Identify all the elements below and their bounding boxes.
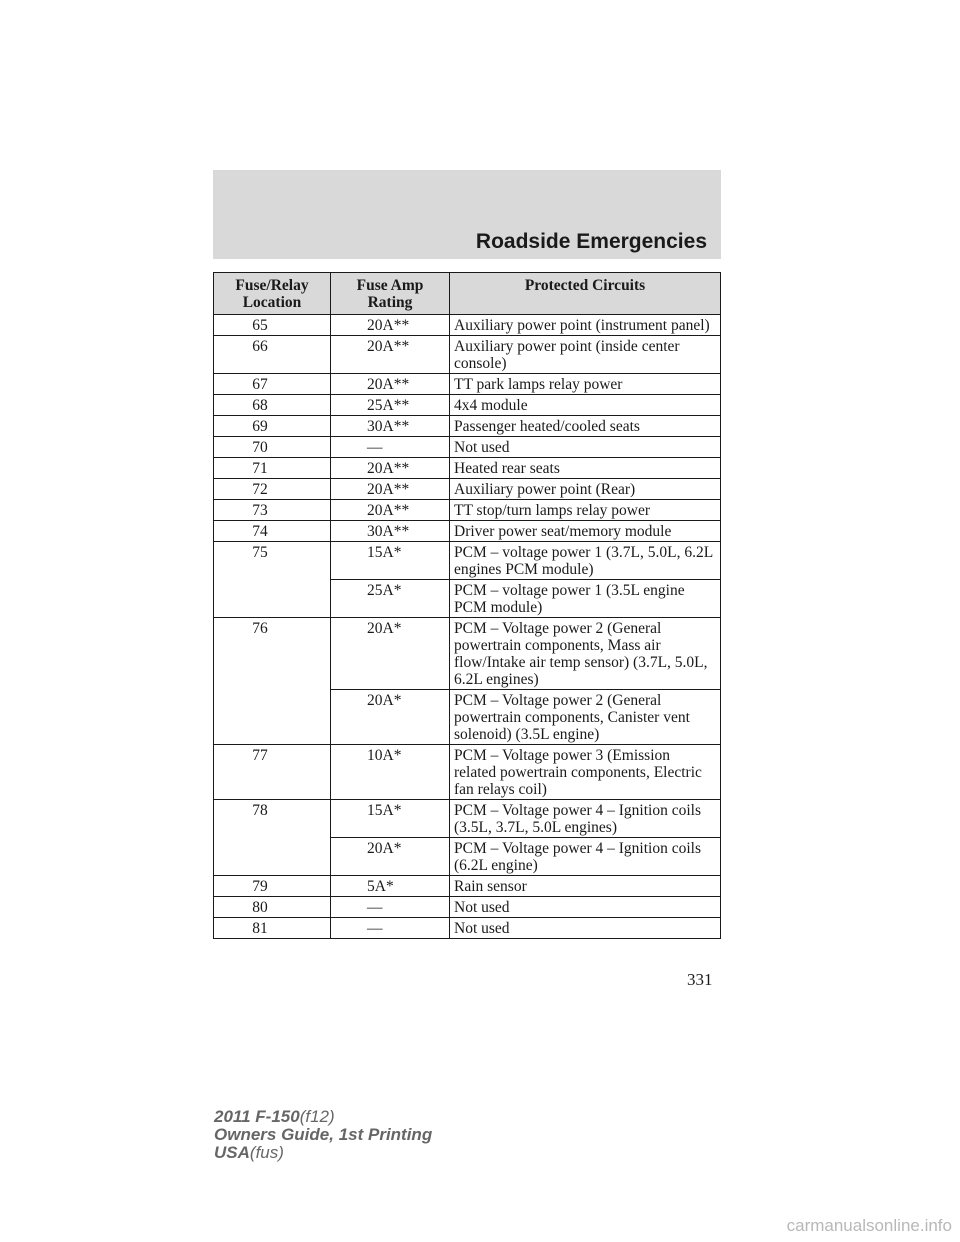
footer-guide: Owners Guide, 1st Printing	[214, 1125, 433, 1144]
cell-circuit: PCM – Voltage power 4 – Ignition coils (6.2L engine)	[450, 838, 721, 876]
cell-circuit: PCM – voltage power 1 (3.7L, 5.0L, 6.2L engines PCM module)	[450, 542, 721, 580]
table-row	[214, 876, 721, 897]
cell-circuit: PCM – Voltage power 2 (General powertrain components, Canister vent solenoid) (3.5L engine)	[450, 690, 721, 745]
column-header-line: Protected Circuits	[524, 277, 646, 294]
cell-rating: 20A*	[331, 690, 450, 745]
cell-rating: 25A*	[331, 580, 450, 618]
cell-circuit: Passenger heated/cooled seats	[450, 416, 721, 437]
cell-circuit: PCM – Voltage power 2 (General powertrain components, Mass air flow/Intake air temp sensor) (3.7L, 5.0L, 6.2L engines)	[450, 618, 721, 690]
footer-line-market	[214, 1144, 432, 1162]
cell-circuit: Auxiliary power point (instrument panel)	[450, 315, 721, 336]
cell-rating: —	[331, 897, 450, 918]
table-row	[214, 745, 721, 800]
cell-rating: 25A**	[331, 395, 450, 416]
table-row	[214, 479, 721, 500]
cell-rating: 20A**	[331, 336, 450, 374]
cell-location: 78	[214, 800, 331, 876]
footer-line-model	[214, 1108, 432, 1126]
column-header-line: Fuse/Relay	[235, 277, 309, 294]
table-row	[214, 395, 721, 416]
cell-rating: 20A*	[331, 618, 450, 690]
cell-location: 75	[214, 542, 331, 618]
fuse-table	[213, 272, 721, 939]
cell-rating: —	[331, 437, 450, 458]
column-header-line: Fuse Amp	[356, 277, 424, 294]
table-row	[214, 542, 721, 580]
cell-location: 65	[214, 315, 331, 336]
cell-location: 77	[214, 745, 331, 800]
table-row	[214, 800, 721, 838]
cell-rating: 20A**	[331, 458, 450, 479]
table-row	[214, 521, 721, 542]
cell-circuit: PCM – voltage power 1 (3.5L engine PCM module)	[450, 580, 721, 618]
section-title: Roadside Emergencies	[475, 230, 707, 253]
column-header-location	[214, 273, 331, 315]
cell-rating: 20A*	[331, 838, 450, 876]
footer-model-code: (f12)	[299, 1107, 335, 1126]
cell-location: 69	[214, 416, 331, 437]
cell-location: 81	[214, 918, 331, 939]
cell-location: 70	[214, 437, 331, 458]
cell-rating: 15A*	[331, 542, 450, 580]
cell-rating: 20A**	[331, 315, 450, 336]
cell-rating: 20A**	[331, 500, 450, 521]
cell-rating: 20A**	[331, 374, 450, 395]
cell-location: 66	[214, 336, 331, 374]
cell-rating: 30A**	[331, 521, 450, 542]
cell-circuit: Auxiliary power point (Rear)	[450, 479, 721, 500]
cell-circuit: Not used	[450, 897, 721, 918]
column-header-line: Rating	[367, 294, 413, 311]
cell-circuit: Driver power seat/memory module	[450, 521, 721, 542]
footer-market: USA	[214, 1143, 250, 1162]
cell-circuit: Not used	[450, 437, 721, 458]
page-number: 331	[687, 970, 713, 989]
cell-circuit: TT stop/turn lamps relay power	[450, 500, 721, 521]
footer-market-code: (fus)	[249, 1143, 284, 1162]
cell-location: 74	[214, 521, 331, 542]
cell-circuit: PCM – Voltage power 4 – Ignition coils (3.5L, 3.7L, 5.0L engines)	[450, 800, 721, 838]
cell-location: 67	[214, 374, 331, 395]
watermark: carmanualsonline.info	[786, 1216, 952, 1235]
cell-location: 80	[214, 897, 331, 918]
cell-circuit: Heated rear seats	[450, 458, 721, 479]
table-row	[214, 315, 721, 336]
cell-rating: 10A*	[331, 745, 450, 800]
cell-circuit: Auxiliary power point (inside center console)	[450, 336, 721, 374]
table-row	[214, 416, 721, 437]
cell-circuit: Rain sensor	[450, 876, 721, 897]
cell-location: 73	[214, 500, 331, 521]
cell-location: 71	[214, 458, 331, 479]
cell-location: 68	[214, 395, 331, 416]
cell-location: 79	[214, 876, 331, 897]
cell-circuit: 4x4 module	[450, 395, 721, 416]
column-header-rating	[331, 273, 450, 315]
cell-circuit: TT park lamps relay power	[450, 374, 721, 395]
cell-location: 76	[214, 618, 331, 745]
cell-rating: 15A*	[331, 800, 450, 838]
column-header-line: Location	[242, 294, 302, 311]
cell-rating: 5A*	[331, 876, 450, 897]
table-header-row	[214, 273, 721, 315]
footer-line-guide	[214, 1126, 432, 1144]
section-header-band	[213, 170, 721, 259]
table-row	[214, 336, 721, 374]
cell-circuit: Not used	[450, 918, 721, 939]
table-row	[214, 374, 721, 395]
fuse-table-body	[214, 315, 721, 939]
print-footer	[214, 1108, 432, 1162]
table-row	[214, 500, 721, 521]
cell-rating: 30A**	[331, 416, 450, 437]
cell-circuit: PCM – Voltage power 3 (Emission related powertrain components, Electric fan relays coil)	[450, 745, 721, 800]
table-row	[214, 618, 721, 690]
table-row	[214, 918, 721, 939]
table-row	[214, 897, 721, 918]
cell-rating: 20A**	[331, 479, 450, 500]
footer-model: 2011 F-150	[214, 1107, 300, 1126]
column-header-circuits	[450, 273, 721, 315]
cell-rating: —	[331, 918, 450, 939]
cell-location: 72	[214, 479, 331, 500]
table-row	[214, 437, 721, 458]
table-row	[214, 458, 721, 479]
